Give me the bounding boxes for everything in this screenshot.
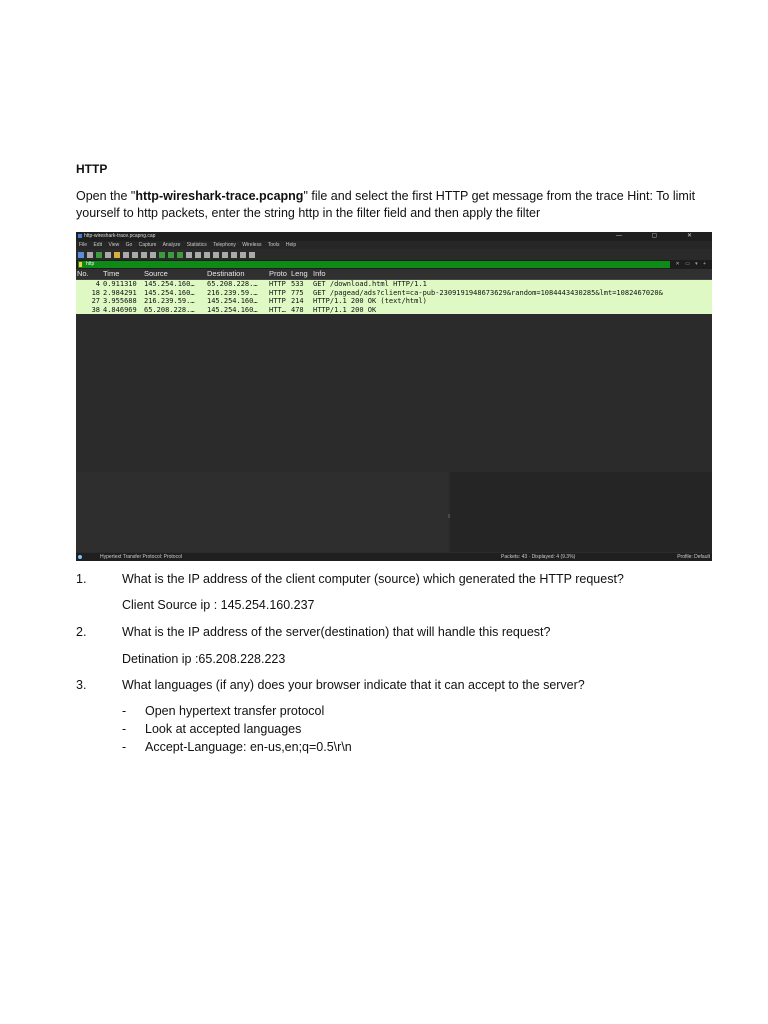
menu-view[interactable]: View — [108, 242, 120, 248]
back-arrow-icon[interactable] — [159, 252, 165, 258]
packet-length: 478 — [291, 305, 304, 314]
packet-info: GET /pagead/ads?client=ca-pub-2309191948673629&random=1084443430285&lmt=1082467020& — [313, 288, 663, 297]
window-controls[interactable]: — ▢ ✕ — [615, 233, 706, 239]
column-length[interactable]: Leng — [291, 269, 308, 278]
answer-2: Detination ip :65.208.228.223 — [122, 652, 286, 666]
bullet-text: Accept-Language: en-us,en;q=0.5\r\n — [145, 740, 352, 754]
question-text: What is the IP address of the server(destination) that will handle this request? — [122, 625, 551, 639]
open-folder-icon[interactable] — [114, 252, 120, 258]
menu-go[interactable]: Go — [125, 242, 133, 248]
packet-source: 145.254.160… — [144, 280, 195, 288]
autoscroll-icon[interactable] — [204, 252, 210, 258]
packet-info: HTTP/1.1 200 OK — [313, 305, 377, 314]
packet-no: 18 — [91, 288, 100, 297]
normal-size-icon[interactable] — [240, 252, 246, 258]
packet-row[interactable] — [76, 297, 712, 306]
column-destination[interactable]: Destination — [207, 269, 245, 278]
packet-protocol: HTTP — [269, 288, 286, 297]
close-file-icon[interactable] — [132, 252, 138, 258]
packet-time: 4.846969 — [103, 305, 137, 314]
packet-time: 0.911310 — [103, 280, 137, 288]
menu-edit[interactable]: Edit — [93, 242, 103, 248]
restart-icon[interactable] — [96, 252, 102, 258]
question-number: 1. — [76, 572, 87, 586]
wireshark-app-icon — [78, 234, 82, 238]
packet-no: 27 — [91, 297, 100, 305]
bullet-text: Open hypertext transfer protocol — [145, 704, 325, 718]
packet-protocol: HTTP — [269, 297, 286, 305]
packet-length: 775 — [291, 288, 304, 297]
packet-list-header — [76, 269, 712, 280]
bullet-dash: - — [122, 740, 127, 754]
packet-protocol: HTT… — [269, 305, 286, 314]
packet-source: 216.239.59.… — [144, 297, 195, 305]
save-icon[interactable] — [123, 252, 129, 258]
packet-row[interactable] — [76, 289, 712, 298]
reload-icon[interactable] — [141, 252, 147, 258]
status-protocol: Hypertext Transfer Protocol: Protocol — [100, 554, 182, 560]
column-info[interactable]: Info — [313, 269, 326, 278]
column-time[interactable]: Time — [103, 269, 120, 278]
first-packet-icon[interactable] — [186, 252, 192, 258]
packet-info: HTTP/1.1 200 OK (text/html) — [313, 297, 427, 305]
packet-source: 65.208.228.… — [144, 305, 195, 314]
filter-buttons[interactable]: ✕ ▭ ▾ + — [675, 261, 708, 267]
menu-telephony[interactable]: Telephony — [213, 242, 236, 248]
expert-info-icon[interactable] — [78, 555, 82, 559]
wireshark-menu-bar — [76, 241, 712, 249]
answer-1: Client Source ip : 145.254.160.237 — [122, 598, 315, 612]
packet-row[interactable] — [76, 280, 712, 289]
menu-analyze[interactable]: Analyze — [162, 242, 181, 248]
packet-protocol: HTTP — [269, 280, 286, 288]
wireshark-title: http-wireshark-trace.pcapng.cap — [84, 233, 156, 239]
menu-statistics[interactable]: Statistics — [186, 242, 207, 248]
stop-icon[interactable] — [87, 252, 93, 258]
go-to-packet-icon[interactable] — [177, 252, 183, 258]
shark-fin-icon[interactable] — [78, 252, 84, 258]
menu-file[interactable]: File — [79, 242, 88, 248]
status-profile[interactable]: Profile: Default — [677, 554, 710, 560]
intro-paragraph — [76, 188, 716, 222]
packet-length: 214 — [291, 297, 304, 305]
last-packet-icon[interactable] — [195, 252, 201, 258]
colorize-icon[interactable] — [213, 252, 219, 258]
menu-help[interactable]: Help — [285, 242, 297, 248]
question-text: What languages (if any) does your browser indicate that it can accept to the server? — [122, 678, 585, 692]
packet-length: 533 — [291, 280, 304, 288]
section-heading: HTTP — [76, 162, 108, 176]
packet-row[interactable] — [76, 306, 712, 315]
question-text: What is the IP address of the client computer (source) which generated the HTTP request? — [122, 572, 624, 586]
packet-bytes-pane[interactable] — [450, 472, 712, 552]
packet-no: 38 — [91, 305, 100, 314]
packet-no: 4 — [95, 280, 100, 288]
status-packets: Packets: 43 · Displayed: 4 (9.3%) — [501, 554, 576, 560]
packet-destination: 145.254.160… — [207, 297, 258, 305]
intro-text-2: " file and select the first HTTP get message from the trace Hint: To limit yourself to http packets, enter the string http in the filter field and then apply the filter — [76, 189, 696, 220]
resize-columns-icon[interactable] — [249, 252, 255, 258]
display-filter-bar — [76, 260, 712, 269]
search-icon[interactable] — [150, 252, 156, 258]
question-number: 3. — [76, 678, 87, 692]
menu-capture[interactable]: Capture — [138, 242, 157, 248]
wireshark-screenshot — [76, 232, 712, 561]
packet-info: GET /download.html HTTP/1.1 — [313, 280, 427, 288]
bullet-dash: - — [122, 722, 127, 736]
menu-wireless[interactable]: Wireless — [242, 242, 262, 248]
forward-arrow-icon[interactable] — [168, 252, 174, 258]
intro-filename: http-wireshark-trace.pcapng — [135, 189, 304, 203]
packet-details-pane[interactable] — [76, 472, 448, 552]
packet-time: 2.984291 — [103, 288, 137, 297]
bullet-dash: - — [122, 704, 127, 718]
packet-time: 3.955688 — [103, 297, 137, 305]
wireshark-toolbar — [76, 249, 712, 260]
bullet-text: Look at accepted languages — [145, 722, 302, 736]
column-source[interactable]: Source — [144, 269, 168, 278]
detail-panes — [76, 472, 712, 552]
menu-tools[interactable]: Tools — [267, 242, 280, 248]
packet-source: 145.254.160… — [144, 288, 195, 297]
zoom-in-icon[interactable] — [222, 252, 228, 258]
options-gear-icon[interactable] — [105, 252, 111, 258]
packet-destination: 145.254.160… — [207, 305, 258, 314]
zoom-out-icon[interactable] — [231, 252, 237, 258]
bookmark-icon[interactable] — [79, 262, 82, 267]
display-filter-input[interactable]: http — [78, 261, 670, 268]
packet-destination: 65.208.228.… — [207, 280, 258, 288]
intro-text-1: Open the " — [76, 189, 136, 203]
wireshark-status-bar — [76, 553, 712, 561]
wireshark-title-bar — [76, 232, 712, 241]
packet-destination: 216.239.59.… — [207, 288, 258, 297]
column-no[interactable]: No. — [77, 269, 89, 278]
column-protocol[interactable]: Proto — [269, 269, 287, 278]
question-number: 2. — [76, 625, 87, 639]
